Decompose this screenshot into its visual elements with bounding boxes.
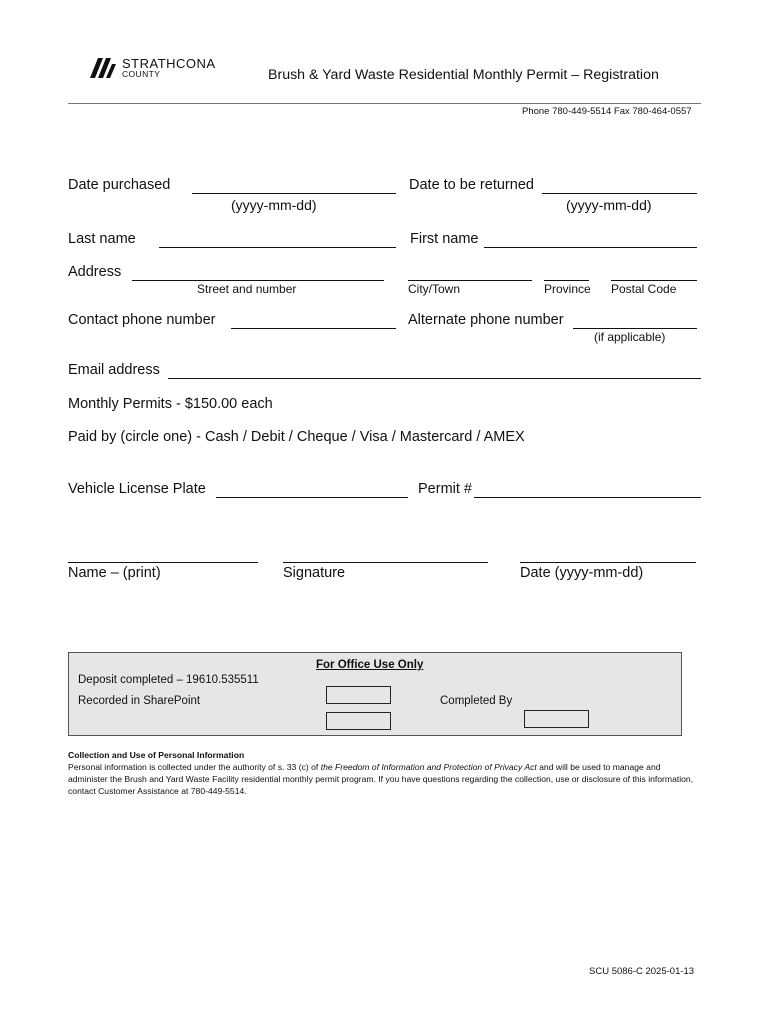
logo-line2: COUNTY [122, 69, 161, 79]
form-code: SCU 5086-C 2025-01-13 [589, 966, 695, 977]
privacy-notice [68, 749, 698, 797]
privacy-heading: Collection and Use of Personal Information [68, 750, 245, 760]
first-name-label: First name [410, 231, 479, 247]
sign-date-field[interactable] [520, 546, 696, 563]
county-logo [88, 56, 228, 82]
permit-label: Permit # [418, 481, 472, 497]
office-use-panel [68, 652, 682, 736]
completed-by-label: Completed By [440, 695, 513, 707]
email-label: Email address [68, 362, 160, 378]
plate-label: Vehicle License Plate [68, 481, 206, 497]
city-hint: City/Town [408, 282, 461, 296]
date-returned-hint: (yyyy-mm-dd) [566, 197, 652, 213]
contact-phone-label: Contact phone number [68, 312, 216, 328]
privacy-text-1: Personal information is collected under the authority of s. 33 (c) of [68, 762, 321, 772]
logo-mark-icon [88, 56, 118, 80]
name-print-field[interactable] [68, 546, 258, 563]
header-rule [68, 103, 701, 104]
payment-method: Paid by (circle one) - Cash / Debit / Cheque / Visa / Mastercard / AMEX [68, 429, 525, 445]
date-purchased-field[interactable] [192, 177, 396, 194]
privacy-act-name: the Freedom of Information and Protection of Privacy Act [320, 762, 537, 772]
first-name-field[interactable] [484, 231, 697, 248]
contact-phone-field[interactable] [231, 312, 396, 329]
last-name-label: Last name [68, 231, 136, 247]
date-returned-label: Date to be returned [409, 177, 534, 193]
alt-phone-label: Alternate phone number [408, 312, 564, 328]
address-label: Address [68, 264, 122, 280]
province-field[interactable] [544, 264, 589, 281]
date-purchased-label: Date purchased [68, 177, 171, 193]
province-hint: Province [544, 282, 591, 296]
signature-field[interactable] [283, 546, 488, 563]
postal-code-hint: Postal Code [611, 282, 677, 296]
privacy-text-2: and will be used to manage and administer the Brush and Yard Waste Facility residential monthly permit program. If you have questions regarding the collection, use or disclosure of this information, contact Customer Assistance at 780-449-5514. [68, 762, 694, 796]
permit-field[interactable] [474, 481, 701, 498]
last-name-field[interactable] [159, 231, 396, 248]
street-hint: Street and number [197, 282, 297, 296]
postal-code-field[interactable] [611, 264, 697, 281]
monthly-permit-price: Monthly Permits - $150.00 each [68, 396, 273, 412]
date-returned-field[interactable] [542, 177, 697, 194]
sharepoint-checkbox[interactable] [326, 712, 391, 730]
city-field[interactable] [408, 264, 532, 281]
sign-date-label: Date (yyyy-mm-dd) [520, 565, 644, 581]
office-use-title: For Office Use Only [316, 659, 424, 671]
alt-phone-hint: (if applicable) [594, 330, 666, 344]
deposit-text: Deposit completed – 19610.535511 [78, 674, 259, 686]
completed-by-box[interactable] [524, 710, 589, 728]
sharepoint-text: Recorded in SharePoint [78, 695, 201, 707]
alt-phone-field[interactable] [573, 312, 697, 329]
street-field[interactable] [132, 264, 384, 281]
deposit-checkbox[interactable] [326, 686, 391, 704]
form-title: Brush & Yard Waste Residential Monthly Permit – Registration [268, 67, 659, 83]
signature-label: Signature [283, 565, 346, 581]
date-purchased-hint: (yyyy-mm-dd) [231, 197, 317, 213]
contact-numbers: Phone 780-449-5514 Fax 780-464-0557 [522, 106, 692, 117]
plate-field[interactable] [216, 481, 408, 498]
privacy-body [68, 761, 698, 797]
logo-line1: STRATHCONA [122, 56, 216, 71]
name-print-label: Name – (print) [68, 565, 161, 581]
email-field[interactable] [168, 362, 701, 379]
